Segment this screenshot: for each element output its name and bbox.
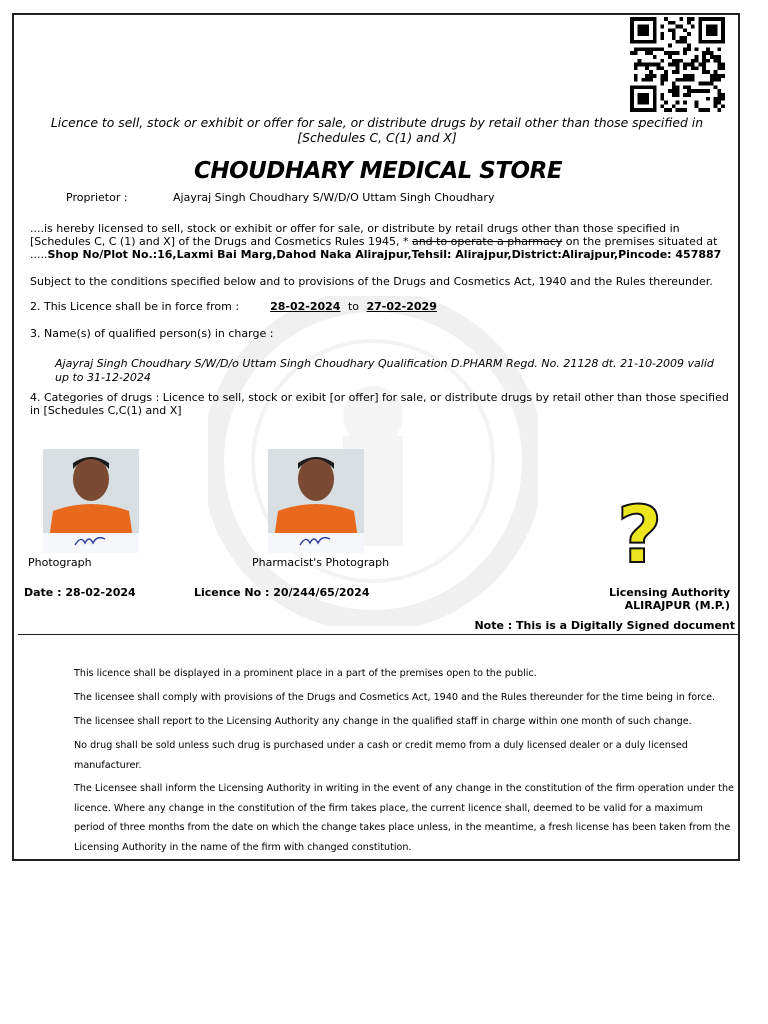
state-emblem-watermark bbox=[208, 296, 538, 626]
qualified-person: Ajayraj Singh Choudhary S/W/D/o Uttam Singh Choudhary Qualification D.PHARM Regd. No. 21128 dt. 21-10-2009 valid up to 31-12-2024 bbox=[55, 357, 714, 384]
valid-from-date: 28-02-2024 bbox=[270, 300, 341, 313]
condition-item: The Licensee shall inform the Licensing Authority in writing in the event of any change in the constitution of the firm operation under the licence. Where any change in the constitution of the firm takes place, the current licence shall, deemed to be valid for a maximum period of three months from the date on which the change takes place unless, in the meantime, a fresh license has been taken from the Licensing Authority in the name of the firm with changed constitution. bbox=[74, 783, 734, 853]
to-word: to bbox=[347, 300, 359, 313]
validity-line bbox=[30, 300, 730, 313]
qualified-label: 3. Name(s) of qualified person(s) in charge : bbox=[30, 327, 274, 340]
authority-title: Licensing Authority bbox=[608, 586, 730, 599]
condition-item: The licensee shall comply with provisions of the Drugs and Cosmetics Act, 1940 and the Rules thereunder for the time being in force. bbox=[74, 692, 716, 703]
licence-subtitle: Licence to sell, stock or exhibit or offer for sale, or distribute drugs by retail other than those specified in [Schedules C, C(1) and X] bbox=[50, 115, 704, 145]
proprietor-value: Ajayraj Singh Choudhary S/W/D/O Uttam Singh Choudhary bbox=[173, 191, 495, 204]
intro-text: ....is hereby licensed to sell, stock or exhibit or offer for sale, or distribute by retail drugs other than those specified in [Schedules C, C (1) and X] of the Drugs and Cosmetics Rules 1945, * bbox=[30, 222, 680, 248]
licence-number: Licence No : 20/244/65/2024 bbox=[194, 586, 370, 599]
photo-label: Photograph bbox=[28, 556, 92, 569]
licence-intro bbox=[30, 222, 730, 261]
store-name-title: CHOUDHARY MEDICAL STORE bbox=[193, 158, 563, 184]
subject-text: Subject to the conditions specified below and to provisions of the Drugs and Cosmetics Act, 1940 and the Rules thereunder. bbox=[30, 275, 713, 288]
proprietor-label: Proprietor : bbox=[66, 191, 128, 204]
digital-signature-note: Note : This is a Digitally Signed document bbox=[474, 619, 735, 632]
valid-to-date: 27-02-2029 bbox=[366, 300, 437, 313]
pharmacist-photo bbox=[268, 449, 364, 553]
qr-code-icon bbox=[627, 17, 728, 112]
pharmacist-photo-label: Pharmacist's Photograph bbox=[252, 556, 390, 569]
proprietor-photo bbox=[43, 449, 139, 553]
signature-unverified-icon: ? bbox=[617, 491, 663, 581]
intro-text-2: on the premises situated at ..... bbox=[30, 235, 718, 261]
drug-categories: 4. Categories of drugs : Licence to sell, stock or exibit [or offer] for sale, or distribute drugs by retail other than those specified in [Schedules C,C(1) and X] bbox=[30, 391, 729, 417]
authority-location: ALIRAJPUR (M.P.) bbox=[624, 599, 730, 612]
condition-item: No drug shall be sold unless such drug is purchased under a cash or credit memo from a duly licensed dealer or a duly licensed manufacturer. bbox=[74, 740, 688, 771]
premises-address: Shop No/Plot No.:16,Laxmi Bai Marg,Dahod Naka Alirajpur,Tehsil: Alirajpur,District:Alirajpur,Pincode: 457887 bbox=[47, 248, 722, 261]
validity-label: 2. This Licence shall be in force from : bbox=[30, 300, 240, 313]
issue-date: Date : 28-02-2024 bbox=[24, 586, 136, 599]
divider bbox=[18, 634, 738, 635]
struck-text: and to operate a pharmacy bbox=[411, 235, 563, 248]
condition-item: This licence shall be displayed in a prominent place in a part of the premises open to the public. bbox=[74, 668, 537, 679]
condition-item: The licensee shall report to the Licensing Authority any change in the qualified staff in charge within one month of such change. bbox=[74, 716, 692, 727]
